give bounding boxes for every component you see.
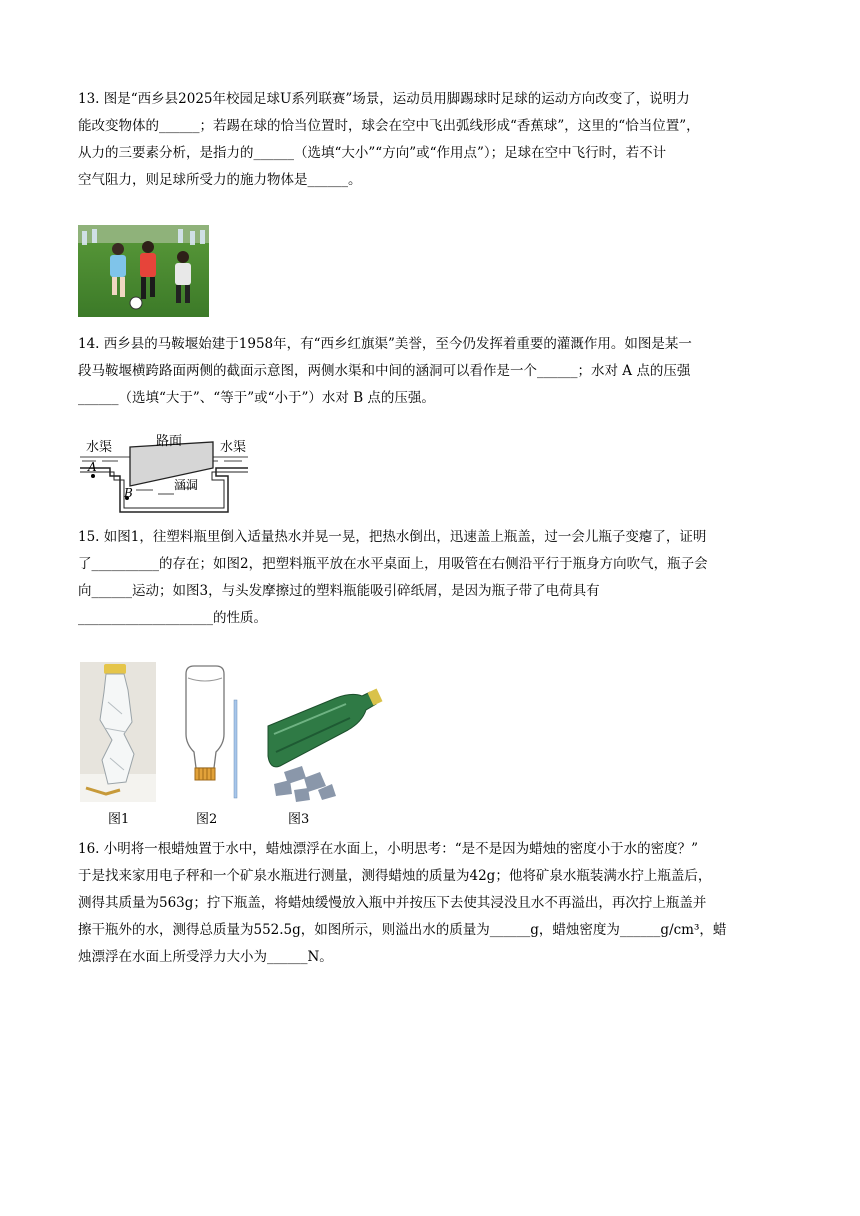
right-canal-label: 水渠 bbox=[220, 440, 247, 455]
left-canal-label: 水渠 bbox=[86, 440, 113, 455]
question-16 bbox=[78, 836, 780, 971]
canal-diagram bbox=[78, 430, 250, 515]
soccer-photo bbox=[78, 225, 209, 317]
q15-line: ____________________的性质。 bbox=[78, 610, 267, 626]
q16-line: 16. 小明将一根蜡烛置于水中，蜡烛漂浮在水面上，小明思考：“是不是因为蜡烛的密度小于水的密度？” bbox=[78, 841, 699, 857]
question-14 bbox=[78, 331, 780, 412]
road-label: 路面 bbox=[156, 434, 183, 449]
figure-2-caption: 图2 bbox=[196, 812, 218, 827]
point-a-label: A bbox=[88, 460, 97, 474]
question-15 bbox=[78, 524, 780, 632]
culvert-label: 涵洞 bbox=[174, 478, 199, 492]
figure-3-green-bottle-paper bbox=[266, 686, 388, 804]
q13-line: 13. 图是“西乡县2025年校园足球U系列联赛”场景，运动员用脚踢球时足球的运动方向改变了，说明力 bbox=[78, 91, 690, 107]
q16-line: 于是找来家用电子秤和一个矿泉水瓶进行测量，测得蜡烛的质量为42g；他将矿泉水瓶装满水拧上瓶盖后， bbox=[78, 868, 712, 884]
q14-line: ______（选填“大于”、“等于”或“小于”）水对 B 点的压强。 bbox=[78, 390, 435, 406]
figure-2-bottle-straw bbox=[172, 664, 250, 804]
q13-line: 能改变物体的______；若踢在球的恰当位置时，球会在空中飞出弧线形成“香蕉球”，这里的“恰当位置”， bbox=[78, 118, 700, 134]
q16-line: 擦干瓶外的水，测得总质量为552.5g，如图所示，则溢出水的质量为______g，蜡烛密度为______g/cm³，蜡 bbox=[78, 922, 727, 938]
q13-line: 从力的三要素分析，是指力的______（选填“大小”“方向”或“作用点”）；足球在空中飞行时，若不计 bbox=[78, 145, 667, 161]
figure-3-caption: 图3 bbox=[288, 812, 310, 827]
q15-line: 了__________的存在；如图2，把塑料瓶平放在水平桌面上，用吸管在右侧沿平行于瓶身方向吹气，瓶子会 bbox=[78, 556, 708, 572]
q15-line: 15. 如图1，往塑料瓶里倒入适量热水并晃一晃，把热水倒出，迅速盖上瓶盖，过一会儿瓶子变瘪了，证明 bbox=[78, 529, 707, 545]
q16-line: 烛漂浮在水面上所受浮力大小为______N。 bbox=[78, 949, 333, 965]
q16-line: 测得其质量为563g；拧下瓶盖，将蜡烛缓慢放入瓶中并按压下去使其浸没且水不再溢出，再次拧上瓶盖并 bbox=[78, 895, 707, 911]
q14-line: 14. 西乡县的马鞍堰始建于1958年，有“西乡红旗渠”美誉，至今仍发挥着重要的灌溉作用。如图是某一 bbox=[78, 336, 692, 352]
question-13 bbox=[78, 86, 780, 194]
point-b-label: B bbox=[124, 486, 133, 500]
figure-1-caption: 图1 bbox=[108, 812, 130, 827]
q15-line: 向______运动；如图3，与头发摩擦过的塑料瓶能吸引碎纸屑，是因为瓶子带了电荷具有 bbox=[78, 583, 600, 599]
q14-line: 段马鞍堰横跨路面两侧的截面示意图，两侧水渠和中间的涵洞可以看作是一个______；水对 A 点的压强 bbox=[78, 363, 691, 379]
q13-line: 空气阻力，则足球所受力的施力物体是______。 bbox=[78, 172, 362, 188]
figure-1-crushed-bottle bbox=[80, 662, 156, 802]
